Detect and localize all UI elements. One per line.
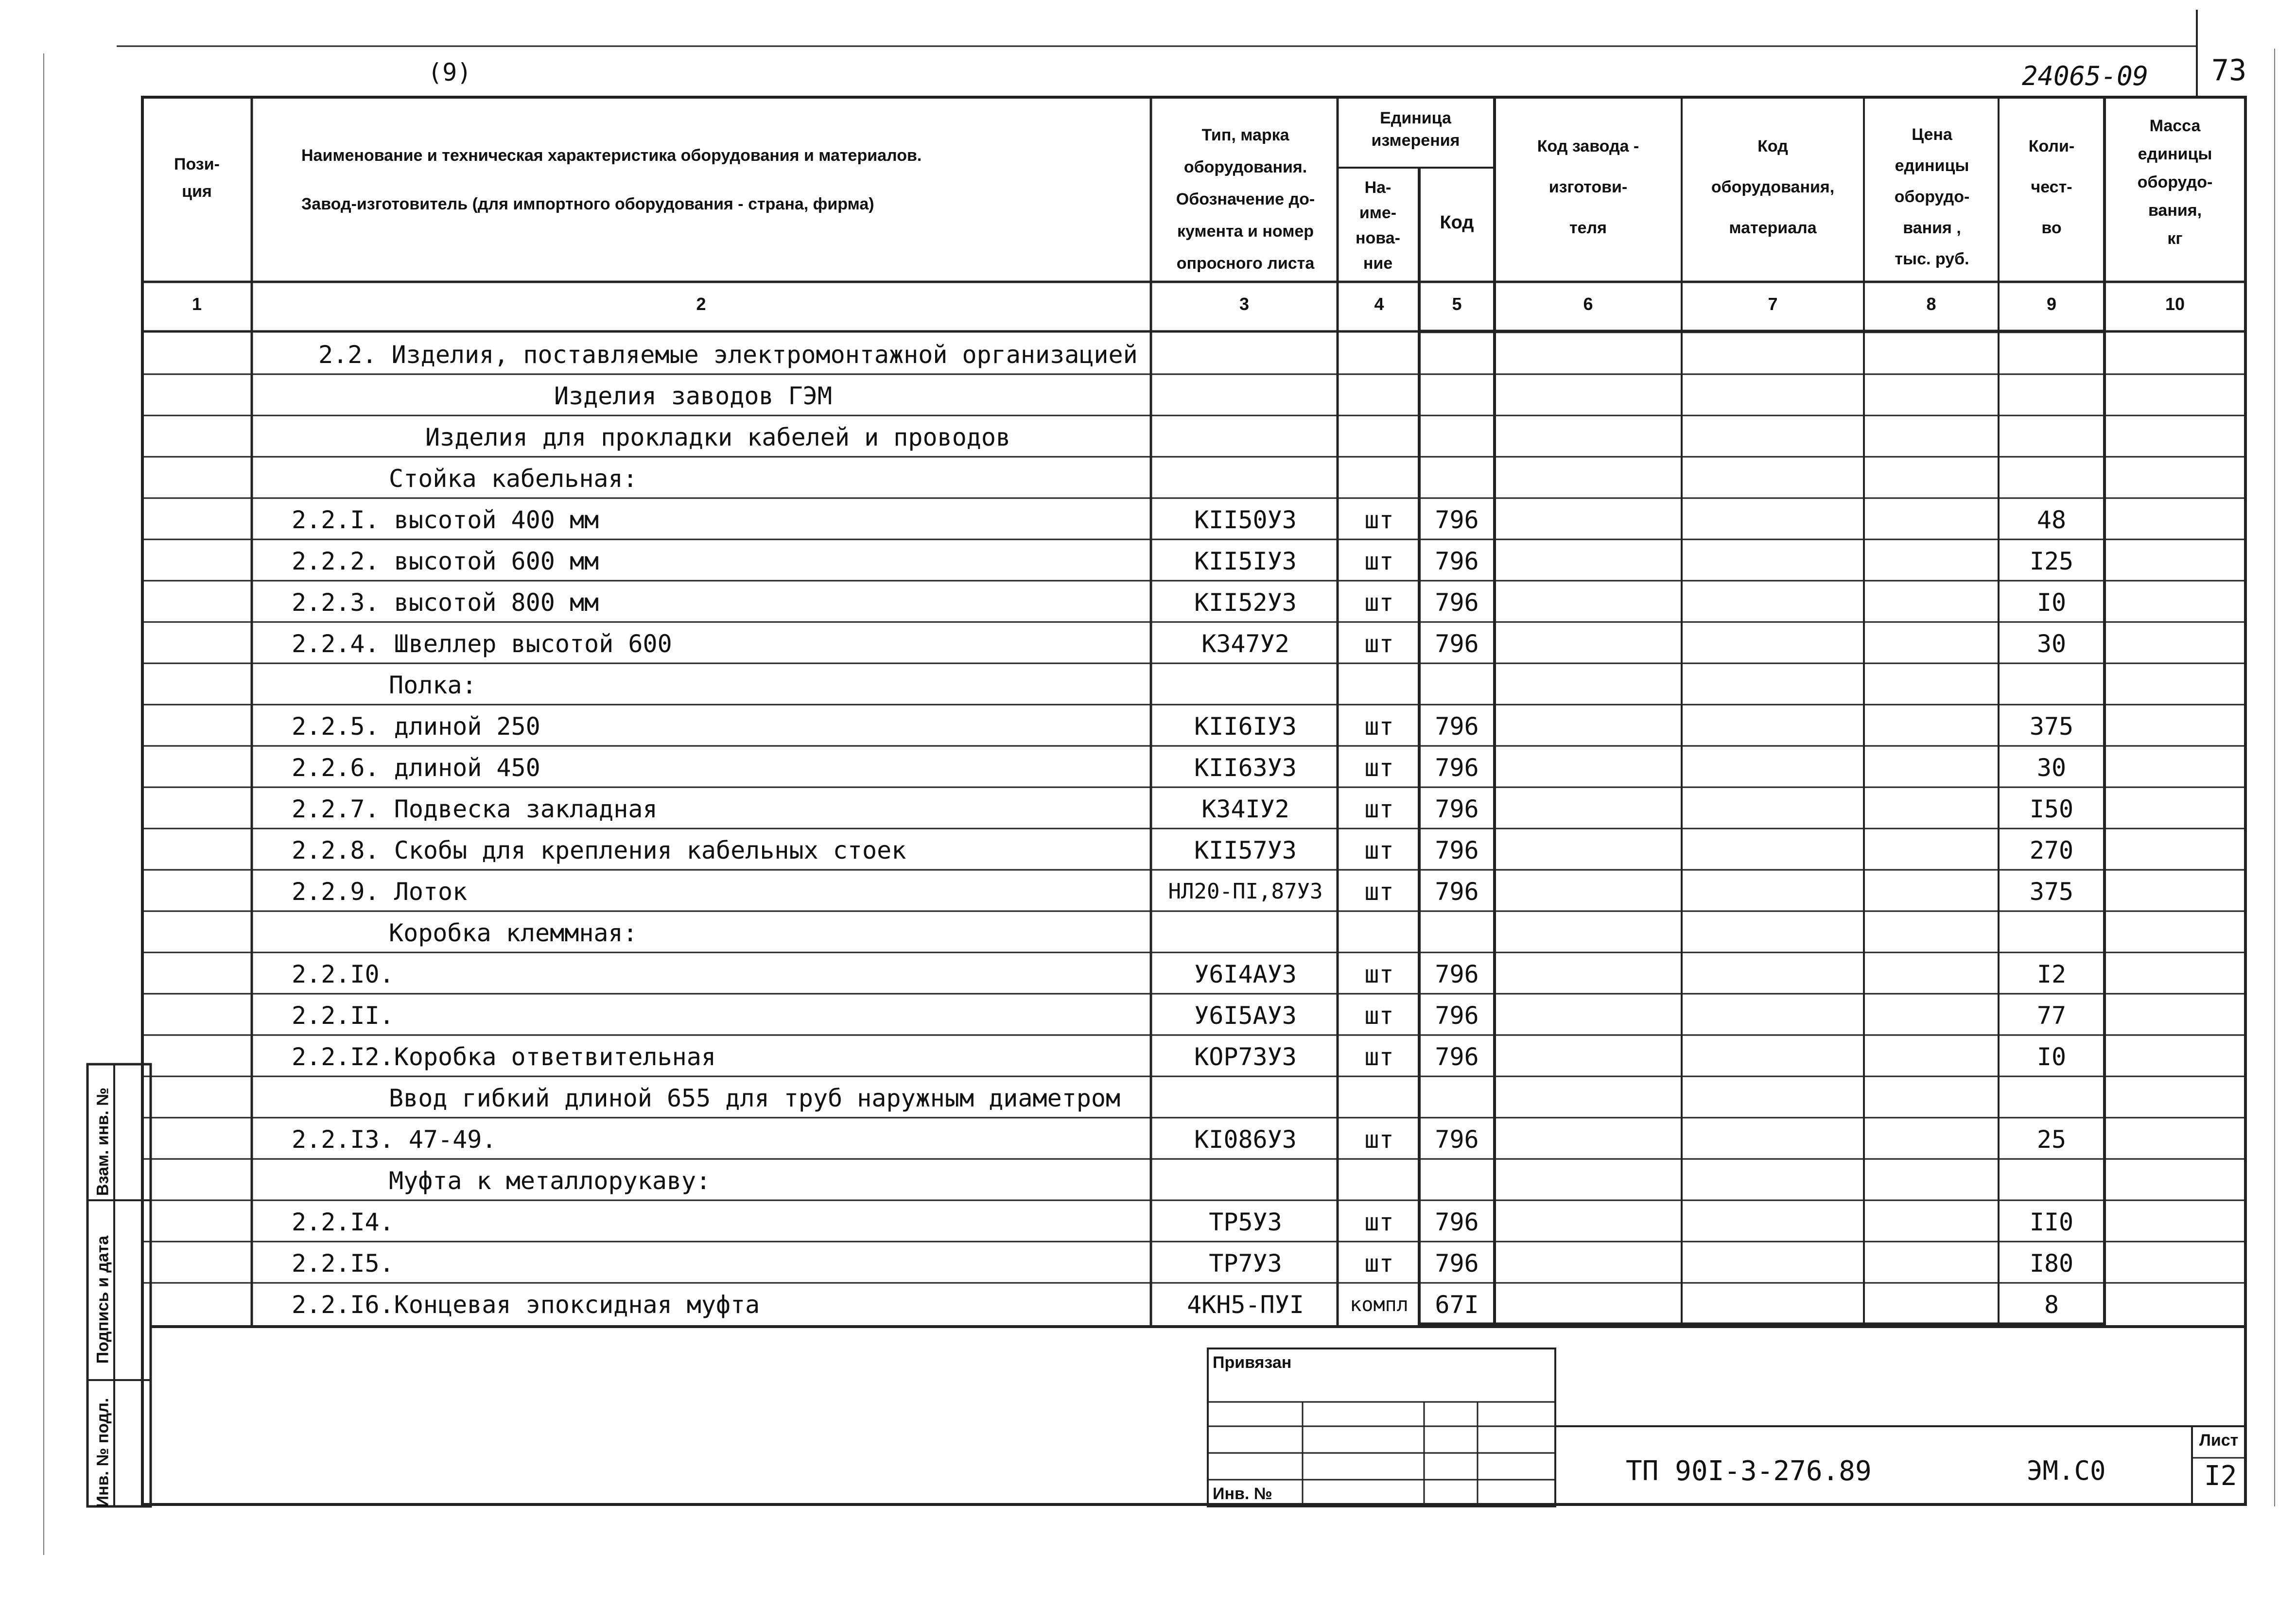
header-factory-code: Код завода - изготови- теля bbox=[1537, 137, 1639, 237]
page-number: 73 bbox=[2211, 53, 2247, 87]
row-text: 2.2.I4. bbox=[292, 1208, 394, 1236]
row-quantity: II0 bbox=[2029, 1208, 2074, 1236]
header-unit-code: Код bbox=[1440, 212, 1474, 233]
header-equipment-code: Код оборудования, материала bbox=[1711, 137, 1835, 237]
row-unit-code: 796 bbox=[1435, 878, 1479, 906]
archive-number: 24065-09 bbox=[2022, 61, 2149, 91]
header-mass: Масса единицы оборудо- вания, кг bbox=[2137, 117, 2213, 248]
row-unit: шт bbox=[1364, 1125, 1394, 1154]
row-unit-code: 796 bbox=[1435, 1249, 1479, 1278]
row-type-code: KII5IУ3 bbox=[1194, 547, 1297, 575]
side-label-signature: Подпись и дата bbox=[93, 1235, 112, 1364]
row-unit: шт bbox=[1364, 547, 1394, 575]
row-text: 2.2.I0. bbox=[292, 960, 394, 988]
col-num-8: 8 bbox=[1926, 294, 1936, 314]
row-unit: шт bbox=[1364, 712, 1394, 741]
col-num-6: 6 bbox=[1583, 294, 1593, 314]
row-type-code: KII6IУ3 bbox=[1194, 712, 1297, 741]
header-unit-name: На- име- нова- ние bbox=[1356, 178, 1400, 273]
row-unit-code: 796 bbox=[1435, 712, 1479, 741]
row-quantity: I0 bbox=[2036, 1043, 2067, 1071]
row-unit: шт bbox=[1364, 878, 1394, 906]
row-text: Муфта к металлорукаву: bbox=[389, 1167, 711, 1195]
row-quantity: I2 bbox=[2036, 960, 2067, 988]
sheet-number: I2 bbox=[2204, 1460, 2237, 1492]
row-quantity: I50 bbox=[2029, 795, 2074, 823]
row-unit: шт bbox=[1364, 630, 1394, 658]
header-position: Пози- ция bbox=[174, 155, 220, 201]
col-num-1: 1 bbox=[191, 294, 202, 314]
row-unit: шт bbox=[1364, 1002, 1394, 1030]
header-price: Цена единицы оборудо- вания , тыс. руб. bbox=[1894, 125, 1970, 268]
row-unit: шт bbox=[1364, 754, 1394, 782]
row-type-code: KII63У3 bbox=[1194, 754, 1297, 782]
row-unit-code: 796 bbox=[1435, 754, 1479, 782]
row-quantity: 77 bbox=[2036, 1002, 2067, 1030]
row-text: Ввод гибкий длиной 655 для труб наружным диаметром bbox=[389, 1084, 1121, 1112]
row-unit-code: 796 bbox=[1435, 588, 1479, 617]
row-unit-code: 67I bbox=[1435, 1291, 1479, 1319]
row-text: Изделия для прокладки кабелей и проводов bbox=[425, 423, 1011, 451]
header-unit-group: Единица измерения bbox=[1371, 109, 1460, 150]
sheet-marker: (9) bbox=[428, 58, 472, 86]
row-text: 2.2.3. высотой 800 мм bbox=[292, 588, 599, 617]
row-quantity: I80 bbox=[2029, 1249, 2074, 1278]
col-num-9: 9 bbox=[2046, 294, 2057, 314]
row-type-code: KOP73У3 bbox=[1194, 1043, 1297, 1071]
row-unit: шт bbox=[1364, 1208, 1394, 1236]
col-num-10: 10 bbox=[2165, 294, 2185, 314]
row-type-code: НЛ20-ПI,87У3 bbox=[1168, 879, 1323, 904]
row-unit: компл bbox=[1350, 1294, 1409, 1316]
row-quantity: 375 bbox=[2029, 878, 2074, 906]
row-quantity: 48 bbox=[2036, 506, 2067, 534]
row-unit-code: 796 bbox=[1435, 960, 1479, 988]
col-num-3: 3 bbox=[1239, 294, 1250, 314]
row-unit-code: 796 bbox=[1435, 836, 1479, 864]
row-unit-code: 796 bbox=[1435, 795, 1479, 823]
row-unit-code: 796 bbox=[1435, 1002, 1479, 1030]
section-code: ЭМ.С0 bbox=[2027, 1455, 2106, 1486]
row-text: 2.2.I2.Коробка ответвительная bbox=[292, 1043, 716, 1071]
bound-label: Привязан bbox=[1213, 1353, 1292, 1372]
row-text: 2.2. Изделия, поставляемые электромонтажной организацией bbox=[318, 341, 1138, 369]
row-quantity: 30 bbox=[2036, 754, 2067, 782]
row-unit-code: 796 bbox=[1435, 1043, 1479, 1071]
header-quantity: Коли- чест- во bbox=[2028, 137, 2075, 237]
row-type-code: У6I4АУ3 bbox=[1194, 960, 1297, 988]
col-num-4: 4 bbox=[1374, 294, 1384, 314]
row-text: 2.2.7. Подвеска закладная bbox=[292, 795, 658, 823]
row-type-code: K34IУ2 bbox=[1201, 795, 1289, 823]
row-quantity: 30 bbox=[2036, 630, 2067, 658]
row-type-code: KI086У3 bbox=[1194, 1125, 1297, 1154]
document-code: ТП 90I-3-276.89 bbox=[1626, 1455, 1872, 1487]
row-unit: шт bbox=[1364, 795, 1394, 823]
row-text: 2.2.I. высотой 400 мм bbox=[292, 506, 599, 534]
row-unit: шт bbox=[1364, 960, 1394, 988]
row-type-code: TP5У3 bbox=[1209, 1208, 1282, 1236]
header-type: Тип, марка оборудования. Обозначение до- кумента и номер опросного листа bbox=[1176, 126, 1315, 273]
row-text: Коробка клеммная: bbox=[389, 919, 638, 947]
row-unit-code: 796 bbox=[1435, 506, 1479, 534]
row-quantity: 270 bbox=[2029, 836, 2074, 864]
row-unit-code: 796 bbox=[1435, 630, 1479, 658]
row-type-code: KII52У3 bbox=[1194, 588, 1297, 617]
row-unit-code: 796 bbox=[1435, 1208, 1479, 1236]
row-unit: шт bbox=[1364, 506, 1394, 534]
row-unit-code: 796 bbox=[1435, 547, 1479, 575]
row-text: Полка: bbox=[389, 671, 477, 699]
row-quantity: 375 bbox=[2029, 712, 2074, 741]
row-type-code: TP7У3 bbox=[1209, 1249, 1282, 1278]
row-text: 2.2.II. bbox=[292, 1002, 394, 1030]
row-type-code: 4КН5-ПУI bbox=[1187, 1291, 1304, 1319]
sheet-label: Лист bbox=[2199, 1431, 2239, 1450]
row-unit-code: 796 bbox=[1435, 1125, 1479, 1154]
row-text: 2.2.I3. 47-49. bbox=[292, 1125, 497, 1154]
row-text: 2.2.I5. bbox=[292, 1249, 394, 1278]
header-name: Наименование и техническая характеристика оборудования и материалов. Завод-изготовитель (для импортного оборудования - страна, фирма) bbox=[301, 146, 922, 213]
col-num-2: 2 bbox=[696, 294, 706, 314]
row-type-code: У6I5АУ3 bbox=[1194, 1002, 1297, 1030]
row-quantity: 25 bbox=[2036, 1125, 2067, 1154]
row-quantity: I25 bbox=[2029, 547, 2074, 575]
row-text: 2.2.9. Лоток bbox=[292, 878, 468, 906]
col-num-5: 5 bbox=[1452, 294, 1462, 314]
row-text: 2.2.8. Скобы для крепления кабельных стоек bbox=[292, 836, 906, 864]
col-num-7: 7 bbox=[1768, 294, 1778, 314]
row-text: 2.2.4. Швеллер высотой 600 bbox=[292, 630, 672, 658]
row-unit: шт bbox=[1364, 836, 1394, 864]
row-text: Стойка кабельная: bbox=[389, 465, 638, 493]
row-text: 2.2.I6.Концевая эпоксидная муфта bbox=[292, 1291, 760, 1319]
row-type-code: K347У2 bbox=[1201, 630, 1289, 658]
row-type-code: KII50У3 bbox=[1194, 506, 1297, 534]
side-label-replace: Взам. инв. № bbox=[93, 1087, 112, 1196]
inv-label: Инв. № bbox=[1213, 1485, 1272, 1503]
row-text: 2.2.5. длиной 250 bbox=[292, 712, 540, 741]
row-unit: шт bbox=[1364, 1043, 1394, 1071]
row-type-code: KII57У3 bbox=[1194, 836, 1297, 864]
row-text: 2.2.6. длиной 450 bbox=[292, 754, 540, 782]
side-label-inventory: Инв. № подл. bbox=[93, 1398, 112, 1508]
row-quantity: I0 bbox=[2036, 588, 2067, 617]
row-unit: шт bbox=[1364, 588, 1394, 617]
row-text: Изделия заводов ГЭМ bbox=[554, 382, 832, 410]
row-unit: шт bbox=[1364, 1249, 1394, 1278]
row-quantity: 8 bbox=[2044, 1291, 2059, 1319]
row-text: 2.2.2. высотой 600 мм bbox=[292, 547, 599, 575]
